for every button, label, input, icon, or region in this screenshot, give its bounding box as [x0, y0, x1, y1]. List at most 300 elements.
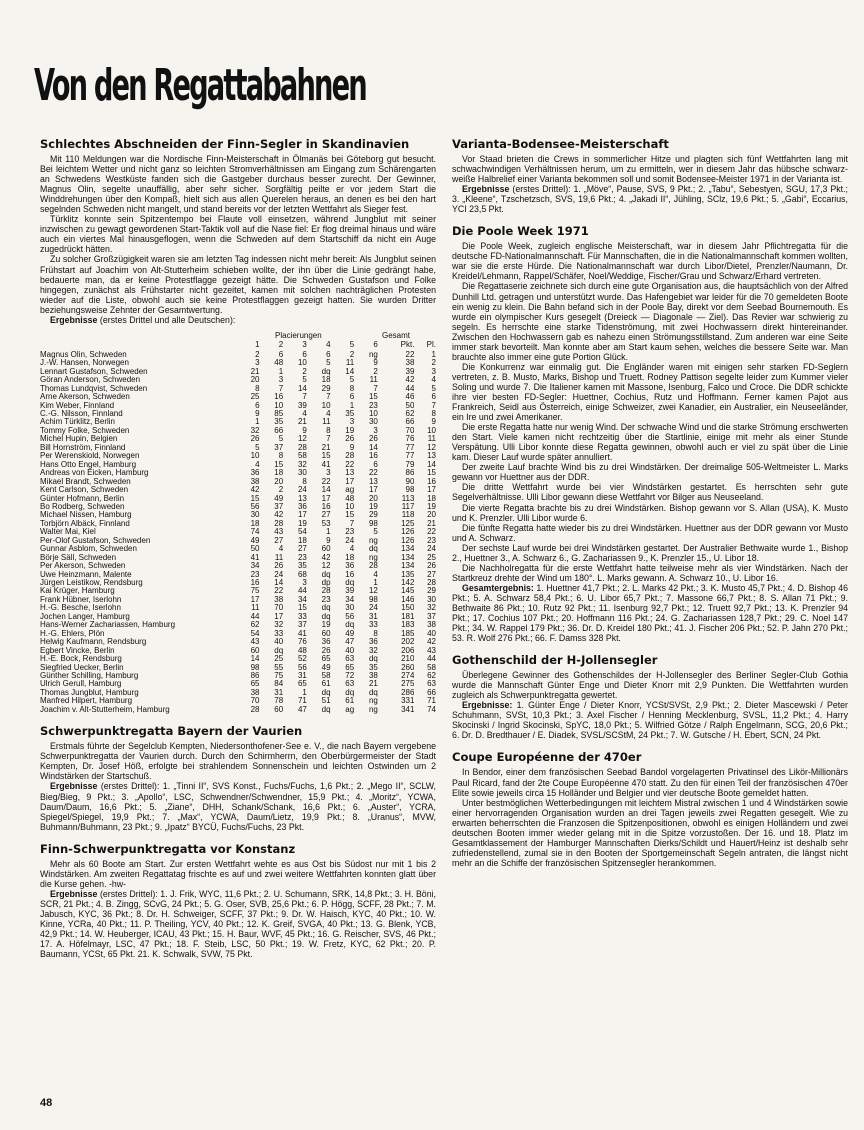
table-row [40, 511, 436, 519]
table-cell: 260 [401, 663, 415, 672]
sailor-name: Thomas Lundqvist, Schweden [40, 384, 148, 393]
results-paragraph [40, 889, 436, 959]
table-cell: 47 [345, 638, 355, 647]
table-cell: 23 [297, 553, 307, 562]
table-cell: 22 [345, 460, 355, 469]
results-paragraph [452, 583, 848, 643]
table-row [40, 571, 436, 579]
table-cell: 39 [405, 367, 415, 376]
table-cell: 23 [345, 528, 355, 537]
sailor-name: Gunnar Asblom, Schweden [40, 545, 137, 554]
table-cell: 9 [302, 426, 307, 435]
table-cell: 78 [274, 697, 284, 706]
table-cell: ag [345, 486, 355, 495]
table-cell: 3 [278, 376, 284, 385]
table-cell: 14 [321, 486, 331, 495]
table-cell: 28 [368, 562, 378, 571]
table-cell: 11 [369, 376, 378, 385]
table-cell: 4 [431, 376, 436, 385]
sailor-name: H.-G. Ehlers, Plön [40, 629, 105, 638]
sailor-name: Tommy Folke, Schweden [40, 426, 130, 435]
table-cell: dq [321, 570, 331, 579]
table-cell: 16 [274, 393, 284, 402]
table-cell: 5 [255, 443, 260, 452]
table-row [40, 461, 436, 469]
table-cell: 75 [250, 587, 260, 596]
paragraph: Die fünfte Regatta hatte wieder bis zu drei Windstärken. Huettner aus der DDR gewann vor Musto und A. Schwarz. [452, 522, 848, 543]
table-cell: 9 [326, 536, 331, 545]
sailor-name: Siegfried Uecker, Berlin [40, 663, 124, 672]
table-cell: 3 [349, 418, 355, 427]
table-row [40, 528, 436, 536]
article-title-vaurien: Schwerpunktregatta Bayern der Vaurien [40, 724, 303, 739]
table-cell: 28 [274, 519, 284, 528]
article-title-poole: Die Poole Week 1971 [452, 224, 589, 239]
table-cell: 46 [405, 393, 415, 402]
table-row [40, 672, 436, 680]
table-cell: 33 [297, 612, 307, 621]
table-cell: 12 [427, 443, 436, 452]
table-cell: 4 [326, 409, 331, 418]
table-cell: 18 [345, 553, 355, 562]
table-cell: 24 [427, 545, 436, 554]
table-cell: 16 [321, 502, 331, 511]
table-cell: 18 [250, 519, 260, 528]
table-cell: 135 [401, 570, 415, 579]
header-col: 6 [373, 340, 378, 349]
table-cell: 29 [321, 384, 331, 393]
table-cell: 11 [322, 418, 331, 427]
table-cell: 44 [250, 612, 260, 621]
table-cell: 3 [302, 579, 307, 588]
table-cell: 39 [345, 587, 355, 596]
table-cell: 66 [274, 426, 284, 435]
paragraph: In Bendor, einer dem französischen Seebad Bandol vorgelagerten Privatinsel des Likör-Millionärs Paul Ricard, fand der 2te Coupe Européenne 470 statt. Zu den für einen Teil der französischen 470er Elite sowie jeweils circa 15 Holländer und Belgier und vier deutsche Boote gemeldet hatten. [452, 767, 848, 798]
table-row [40, 495, 436, 503]
table-cell: 39 [297, 401, 307, 410]
header-col: 5 [349, 340, 355, 349]
table-cell: 113 [401, 494, 415, 503]
table-cell: 20 [427, 511, 436, 520]
table-row [40, 478, 436, 486]
table-cell: 22 [274, 587, 284, 596]
header-placierungen: Placierungen [275, 330, 322, 340]
table-cell: 5 [373, 528, 378, 537]
table-cell: 27 [321, 511, 331, 520]
paragraph: Überlegene Gewinner des Gothenschildes der H-Jollensegler des Berliner Segler-Club Gothia wurde die Mannschaft Günter Enge und Dieter Knorr mit 2,9 Punkten. Die Wettfahrten wurden zugleich als Schwerpunktregatta gewertet. [452, 670, 848, 701]
results-label: Ergebnisse [50, 888, 98, 899]
table-cell: 202 [401, 638, 415, 647]
table-cell: 145 [401, 587, 415, 596]
table-cell: 274 [401, 672, 415, 681]
sailor-name: H.-E. Bock, Rendsburg [40, 655, 122, 664]
table-cell: 27 [297, 545, 307, 554]
table-cell: 48 [274, 359, 284, 368]
table-cell: 7 [302, 393, 307, 402]
table-row [40, 376, 436, 384]
sailor-name: Egbert Vincke, Berlin [40, 646, 115, 655]
article-title-470er: Coupe Européenne der 470er [452, 750, 642, 765]
paragraph: Die erste Regatta hatte nur wenig Wind. Der schwache Wind und die starke Strömung erschwerten den Start. Viele kamen nicht rechtzeitig über die Startlinie, einige mit mehr als einer Stunde Verspätung. Ulli Libor konnte diese Regatta gewinnen, obwohl auch er viel zu spät über die Linie kam. Dieser Lauf wurde später annulliert. [452, 422, 848, 463]
results-text: (erstes Drittel): 1. „Möve“, Pause, SVS, 9 Pkt.; 2. „Tabu“, Sebestyen, SGU, 17,3 Pkt.; 3. „Kleene“, Tzschetzsch, SVS, 19,6 Pkt.; 4. „Jakadi II“, Jühling, SClz, 19,6 Pkt.; 5. „Gabi“, Eccarius, YCI 23,5 Pkt. [452, 184, 848, 215]
table-cell: 142 [401, 579, 415, 588]
table-row [40, 537, 436, 545]
sailor-name: Uwe Heinzmann, Malente [40, 570, 132, 579]
table-cell: 1 [373, 579, 378, 588]
table-cell: 183 [401, 621, 415, 630]
table-cell: 2 [349, 350, 355, 359]
table-cell: 4 [349, 545, 355, 554]
table-cell: 36 [250, 469, 260, 478]
table-cell: 75 [274, 672, 284, 681]
table-cell: 2 [373, 367, 378, 376]
table-cell: 62 [405, 409, 415, 418]
table-row [40, 520, 436, 528]
sailor-name: Frank Hübner, Iserlohn [40, 595, 122, 604]
header-columns [40, 341, 436, 349]
sailor-name: Bill Hornström, Finnland [40, 443, 126, 452]
table-cell: 2 [431, 359, 436, 368]
table-cell: 63 [345, 655, 355, 664]
table-cell: 134 [401, 545, 415, 554]
table-cell: 14 [274, 579, 284, 588]
results-intro [40, 315, 436, 325]
table-cell: 1 [278, 367, 284, 376]
paragraph-text: Mehr als 60 Boote am Start. Zur ersten Wettfahrt wehte es aus Ost bis Südost nur mit 1 bis 2 Windstärken. Am zweiten Regattatag frischte es auf und zwei weitere Wettfahrten konnten glatt über die Kurse gehen. [40, 858, 436, 889]
table-cell: 60 [321, 545, 331, 554]
sailor-name: Jürgen Leistikow, Rendsburg [40, 579, 143, 588]
table-cell: 134 [401, 562, 415, 571]
header-col: 2 [278, 340, 284, 349]
table-cell: 98 [250, 663, 260, 672]
table-cell: 1 [349, 401, 355, 410]
table-cell: 8 [326, 426, 331, 435]
table-cell: 27 [427, 570, 436, 579]
table-cell: 86 [405, 469, 415, 478]
table-cell: 34 [250, 562, 260, 571]
sailor-name: Per Werenskiold, Norwegen [40, 452, 140, 461]
results-note: (erstes Drittel und alle Deutschen): [99, 314, 236, 325]
table-row [40, 435, 436, 443]
table-cell: 77 [405, 452, 415, 461]
sailor-name: Bo Rodberg, Schweden [40, 502, 125, 511]
results-table [40, 351, 436, 714]
table-cell: 10 [250, 452, 260, 461]
table-cell: dq [368, 688, 378, 697]
table-row [40, 664, 436, 672]
table-cell: 42 [250, 486, 260, 495]
paragraph: Die vierte Regatta brachte bis zu drei Windstärken. Bishop gewann vor S. Allan (USA), K. Musto und K. Prenzler. Ulli Libor wurde 6. [452, 502, 848, 523]
table-cell: 15 [274, 460, 284, 469]
table-cell: 20 [368, 494, 378, 503]
table-row [40, 410, 436, 418]
sailor-name: Michel Hupin, Belgien [40, 435, 118, 444]
table-cell: dq [321, 367, 331, 376]
table-cell: 84 [274, 680, 284, 689]
results-table-header [40, 331, 436, 351]
table-cell: 71 [427, 697, 436, 706]
table-cell: 50 [250, 545, 260, 554]
table-cell: 58 [321, 672, 331, 681]
table-cell: 12 [297, 435, 307, 444]
table-row [40, 486, 436, 494]
table-cell: 7 [326, 435, 331, 444]
table-cell: 22 [368, 469, 378, 478]
results-label: Ergebnisse [50, 781, 98, 792]
table-cell: 11 [345, 359, 355, 368]
table-cell: 26 [368, 435, 378, 444]
table-cell: 7 [278, 384, 284, 393]
table-cell: 6 [349, 393, 355, 402]
table-cell: 37 [274, 502, 284, 511]
table-cell: 62 [250, 621, 260, 630]
table-row [40, 587, 436, 595]
table-cell: 65 [250, 680, 260, 689]
table-cell: 14 [345, 367, 355, 376]
table-cell: 26 [250, 435, 260, 444]
table-cell: 181 [401, 612, 415, 621]
table-cell: 60 [321, 629, 331, 638]
table-cell: dq [345, 579, 355, 588]
table-cell: 8 [349, 384, 355, 393]
table-cell: 7 [326, 393, 331, 402]
table-cell: 24 [368, 604, 378, 613]
table-cell: 70 [274, 604, 284, 613]
table-cell: 15 [368, 393, 378, 402]
table-row [40, 554, 436, 562]
table-cell: ng [368, 697, 378, 706]
table-cell: ng [368, 705, 378, 714]
sailor-name: Hans Otto Engel, Hamburg [40, 460, 137, 469]
table-cell: 90 [405, 477, 415, 486]
table-cell: 76 [297, 638, 307, 647]
table-cell: 31 [297, 672, 307, 681]
header-col: Pl. [426, 340, 436, 349]
table-cell: 36 [297, 502, 307, 511]
table-cell: 16 [345, 570, 355, 579]
table-cell: 18 [274, 469, 284, 478]
table-cell: ng [368, 350, 378, 359]
paragraph: Zu solcher Großzügigkeit waren sie am letzten Tag indessen nicht mehr bereit: Als Jungblut seinen Frühstart auf Joachim von Alt-Stutterheim schieben wollte, der ihn über die Linie gedrängt habe, bedauerte man, da er keine Protestflagge gezeigt hätte. Die Schweden Gustafson und Folke hingegen, zunächst als Frühstarter nicht gezeitet, kamen mit solchen nachträglichen Protesten wieder auf die Liste, obwohl auch sie keine Protestflaggen gezeigt hatten. Sie wurden Dritter beziehungsweise Zehnter der Gesamtwertung. [40, 254, 436, 315]
table-cell: 61 [345, 697, 355, 706]
table-cell: 49 [345, 629, 355, 638]
table-cell: 58 [427, 663, 436, 672]
sailor-name: Kai Krüger, Hamburg [40, 587, 115, 596]
table-cell: 24 [297, 486, 307, 495]
table-cell: 63 [345, 680, 355, 689]
table-cell: 13 [297, 494, 307, 503]
sailor-name: Lennart Gustafson, Schweden [40, 367, 148, 376]
table-cell: 49 [274, 494, 284, 503]
table-cell: 36 [321, 638, 331, 647]
table-cell: 44 [405, 384, 415, 393]
table-cell: 16 [427, 477, 436, 486]
table-cell: 38 [250, 477, 260, 486]
banner-title: Von den Regattabahnen [34, 60, 366, 111]
table-cell: 17 [345, 477, 355, 486]
table-row [40, 706, 436, 714]
table-cell: 40 [427, 629, 436, 638]
table-cell: 21 [321, 443, 331, 452]
table-cell: 47 [297, 705, 307, 714]
table-cell: 10 [321, 401, 331, 410]
table-cell: 14 [427, 460, 436, 469]
table-cell: 7 [373, 384, 378, 393]
table-cell: 71 [297, 697, 307, 706]
table-cell: 10 [297, 359, 307, 368]
paragraph: Die Konkurrenz war einmalig gut. Die Engländer waren mit einigen sehr starken FD-Seglern vertreten, z. B. Musto, Marks, Bishop und Truett. Rodney Pattison segelte leider zum Kummer vieler Soling und wurde 7. Die Italiener kamen mit Massone, Isenburg, Falco und Croce. Die DDR schickte ihre vier besten FD-Segler: Huettner, Cochius, Rutz und Hoffmann. Ferner kamen Pajot aus Frankreich, Seidl aus Österreich, einige Schweizer, zwei Kanadier, ein Australier, ein Neuseeländer, ein Ire und zwei Amerikaner. [452, 361, 848, 423]
table-cell: 21 [297, 418, 307, 427]
table-cell: dq [321, 604, 331, 613]
table-row [40, 427, 436, 435]
table-cell: 1 [255, 418, 260, 427]
table-cell: 28 [297, 443, 307, 452]
table-row [40, 418, 436, 426]
table-cell: 24 [274, 570, 284, 579]
table-cell: 10 [345, 502, 355, 511]
table-row [40, 562, 436, 570]
paragraph: Die Regattaserie zeichnete sich durch eine gute Organisation aus, die hauptsächlich von der Alfred Dunhill Ltd. getragen und unterstützt wurde. Das Hafengebiet war leider für die 70 gemeldeten Boote ein wenig zu klein. Die Bahn befand sich in der Poole Bay, direkt vor dem Seebad Bournemouth. Es wurde ein olympischer Kurs gesegelt (Dreieck — Diagonale — Ziel). Das Revier war schwierig zu segeln. Es herrschte eine starke Tidenströmung, mit zwei Hochwassern direkt hintereinander. Zwischen den Hochwassern gab es nahezu einen Strömungsstillstand. Zum anderen war eine Seite immer stark bevorteilt. Man konnte aber am Start kaum sehen, welches die bessere Seite war. Man brauchte also immer eine gute Portion Glück. [452, 281, 848, 362]
table-row [40, 579, 436, 587]
table-cell: 2 [302, 367, 307, 376]
table-cell: 7 [431, 401, 436, 410]
results-paragraph [452, 700, 848, 740]
paragraph: Vor Staad brieten die Crews in sommerlicher Hitze und plagten sich fünf Wettfahrten lang mit schwachwindigen Verhältnissen herum, um zu ermitteln, wer in diesem Jahr das hübsche schwarz-weiße Halbrelief einer Varianta bekommen soll und somit Bodensee-Meister 1971 in der Varianta ist. [452, 154, 848, 185]
table-cell: dq [274, 646, 284, 655]
table-cell: 68 [297, 570, 307, 579]
paragraph: Der zweite Lauf brachte Wind bis zu drei Windstärken. Der dreimalige 505-Weltmeister L. Marks gewann vor Huettner aus der DDR. [452, 462, 848, 483]
sailor-name: Michael Nissen, Hamburg [40, 511, 132, 520]
table-cell: 17 [427, 486, 436, 495]
table-cell: 21 [368, 680, 378, 689]
table-cell: 28 [321, 587, 331, 596]
results-label: Ergebnisse [462, 184, 510, 195]
paragraph: Unter bestmöglichen Wetterbedingungen mit leichtem Mistral zwischen 1 und 4 Windstärken sowie einer hervorragenden Organisation wurden an drei Tagen jeweils zwei Regatten gesegelt. Wie zu erwarten beherrschten die Franzosen die Spitzenpositionen, obwohl es einigen Holländern und zwei deutschen Booten immer wieder gelang mit in die Spitze vorzustoßen. Der 16. und 18. Platz im Gesamtklassement der Hamburger Mannschaften Dierks/Schildt und Hauert/Heinz ist deshalb sehr zufriedenstellend, zumal sie in den Booten der Sportgemeinschaft Segeln antraten, die längst nicht mehr an die Schiffe der französischen Spitzensegler herankommen. [452, 797, 848, 868]
table-row [40, 402, 436, 410]
table-cell: 17 [274, 612, 284, 621]
table-cell: 32 [368, 646, 378, 655]
table-cell: 4 [302, 409, 307, 418]
section-banner [34, 60, 434, 112]
table-row [40, 638, 436, 646]
paragraph [40, 859, 436, 889]
table-cell: 3 [255, 359, 260, 368]
table-cell: 43 [250, 638, 260, 647]
table-cell: 48 [297, 646, 307, 655]
table-cell: 66 [405, 418, 415, 427]
table-cell: 15 [297, 604, 307, 613]
table-cell: dq [321, 688, 331, 697]
table-cell: 25 [274, 655, 284, 664]
table-cell: 98 [368, 595, 378, 604]
table-cell: 17 [250, 595, 260, 604]
results-text: 1. Huettner 41,7 Pkt.; 2. L. Marks 42 Pkt.; 3. K. Musto 45,7 Pkt.; 4. D. Bishop 46 Pkt.; 5. A. Schwarz 58,4 Pkt.; 6. U. Libor 65,7 Pkt.; 7. Massone 66,7 Pkt.; 8. S. Allan 71 Pkt.; 9. Bethwaite 86 Pkt.; 10. Rutz 92 Pkt.; 11. Isenburg 92,7 Pkt.; 12. Truett 92,7 Pkt.; 13. K. Prenzler 94 Pkt.; 17. Cochius 107 Pkt.; 20. Hoffmann 116 Pkt.; 24. G. Zachariassen 128,7 Pkt.; 29. C. Noel 147 Pkt.; 34. W. Rappel 179 Pkt.; 36. Dr. D. Kreidel 180 Pkt.; 41. J. Fischer 206 Pkt.; 52. P. Jahn 270 Pkt.; 53. R. Wolf 276 Pkt.; 66. F. Damss 328 Pkt. [452, 582, 848, 644]
table-cell: 32 [297, 460, 307, 469]
table-cell: 17 [297, 511, 307, 520]
table-cell: 134 [401, 553, 415, 562]
table-row [40, 393, 436, 401]
table-cell: 21 [427, 519, 436, 528]
table-cell: 33 [274, 629, 284, 638]
table-row [40, 545, 436, 553]
table-cell: 19 [321, 621, 331, 630]
table-cell: 53 [321, 519, 331, 528]
table-cell: 37 [274, 443, 284, 452]
table-row [40, 689, 436, 697]
sailor-name: Mikael Brandt, Schweden [40, 477, 131, 486]
table-cell: 19 [297, 519, 307, 528]
table-cell: 30 [427, 595, 436, 604]
right-column [452, 137, 848, 1100]
sailor-name: Walter Mai, Kiel [40, 528, 96, 537]
table-cell: 32 [274, 621, 284, 630]
table-cell: 20 [274, 477, 284, 486]
table-cell: 2 [255, 350, 260, 359]
table-cell: 65 [297, 680, 307, 689]
table-cell: 56 [250, 502, 260, 511]
table-cell: 61 [321, 680, 331, 689]
table-cell: 5 [278, 435, 284, 444]
table-cell: 63 [427, 680, 436, 689]
table-cell: 49 [250, 536, 260, 545]
table-cell: 117 [401, 502, 415, 511]
table-cell: 29 [427, 587, 436, 596]
author-signature: -hw- [108, 878, 127, 889]
table-cell: 126 [401, 528, 415, 537]
table-cell: 44 [427, 655, 436, 664]
table-cell: 2 [278, 486, 284, 495]
table-cell: 13 [345, 469, 355, 478]
header-col: 1 [255, 340, 260, 349]
sailor-name: Hans-Werner Zachariassen, Hamburg [40, 621, 176, 630]
table-cell: 72 [345, 672, 355, 681]
table-cell: 38 [368, 672, 378, 681]
table-cell: 27 [274, 536, 284, 545]
table-cell: 42 [427, 638, 436, 647]
table-cell: 8 [431, 409, 436, 418]
table-cell: 70 [250, 697, 260, 706]
page-number: 48 [40, 1097, 53, 1109]
table-cell: 18 [427, 494, 436, 503]
table-cell: 38 [274, 595, 284, 604]
table-cell: 21 [250, 367, 260, 376]
table-cell: 5 [431, 384, 436, 393]
sailor-name: Jochen Langer, Hamburg [40, 612, 130, 621]
sailor-name: J.-W. Hansen, Norwegen [40, 359, 129, 368]
sailor-name: Kent Carlson, Schweden [40, 486, 129, 495]
table-cell: 40 [274, 638, 284, 647]
table-cell: 8 [255, 384, 260, 393]
table-cell: 86 [250, 672, 260, 681]
table-cell: 11 [251, 604, 260, 613]
table-cell: 98 [368, 519, 378, 528]
sailor-name: Magnus Olin, Schweden [40, 350, 127, 359]
table-cell: 50 [405, 401, 415, 410]
table-cell: 125 [401, 519, 415, 528]
sailor-name: H.-G. Besche, Iserlohn [40, 604, 121, 613]
table-cell: 24 [345, 536, 355, 545]
table-cell: 29 [368, 511, 378, 520]
sailor-name: C.-G. Nilsson, Finnland [40, 409, 123, 418]
table-cell: 54 [297, 528, 307, 537]
sailor-name: Arne Akerson, Schweden [40, 393, 130, 402]
table-cell: 5 [349, 376, 355, 385]
table-cell: 42 [405, 376, 415, 385]
table-cell: 85 [274, 409, 284, 418]
sailor-name: Thomas Jungblut, Hamburg [40, 688, 139, 697]
results-label: Ergebnisse: [462, 700, 513, 711]
table-cell: 26 [274, 562, 284, 571]
